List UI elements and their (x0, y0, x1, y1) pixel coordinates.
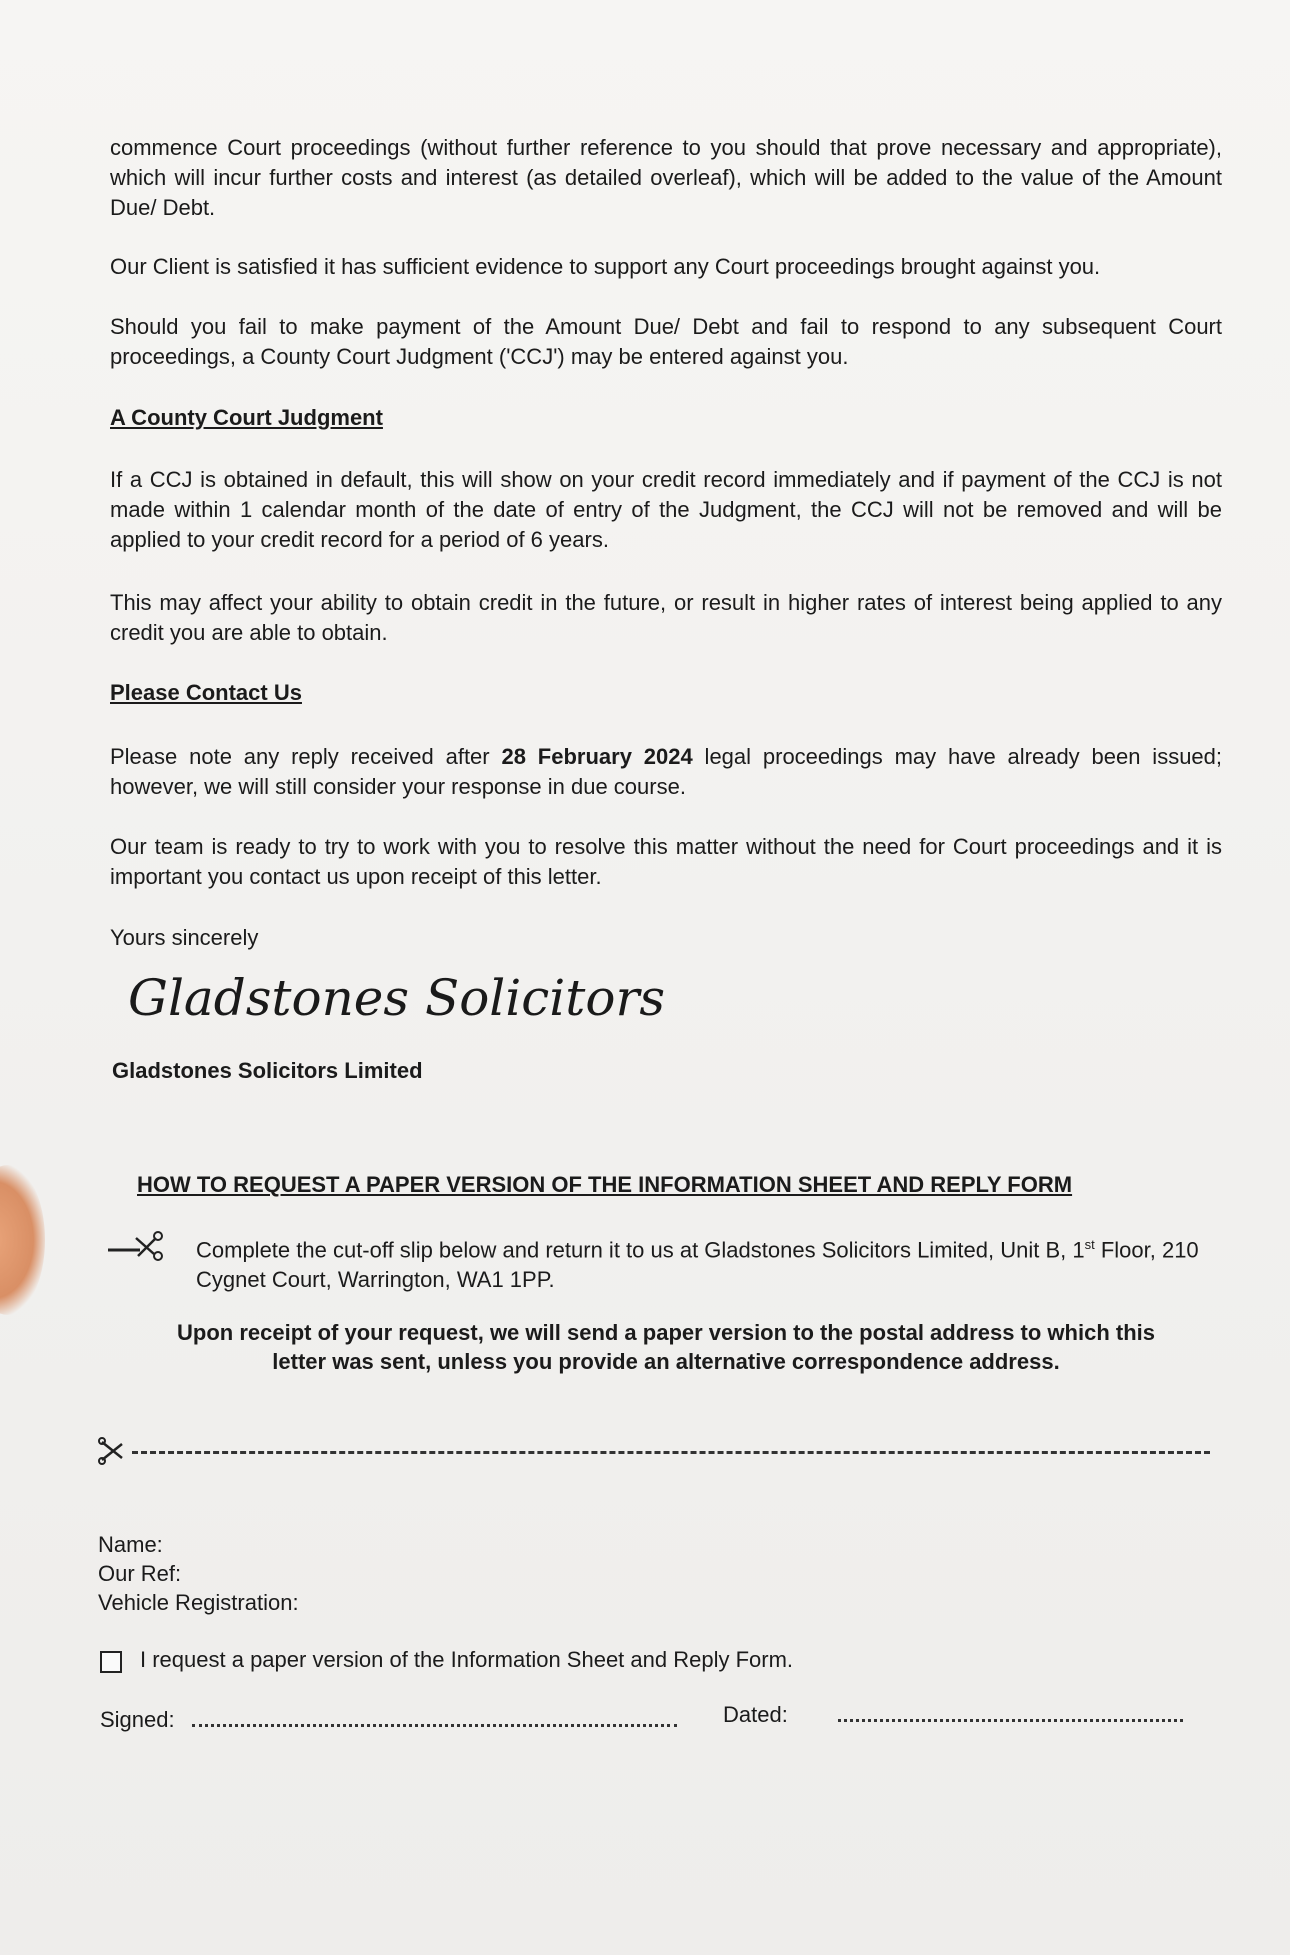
paragraph-ccj-warning: Should you fail to make payment of the Amount Due/ Debt and fail to respond to any subsequent Court proceedings, a County Court Judgment ('CCJ') may be entered against you. (110, 314, 1222, 369)
paper-version-notice (110, 1318, 1222, 1376)
notice-line-2: letter was sent, unless you provide an alternative correspondence address. (272, 1349, 1060, 1374)
instruction-text-before: Complete the cut-off slip below and return it to us at Gladstones Solicitors Limited, Unit B, 1 (196, 1237, 1085, 1263)
return-slip-instruction (196, 1230, 1226, 1295)
name-label: Name: (98, 1532, 163, 1557)
paragraph-ccj-default: If a CCJ is obtained in default, this will show on your credit record immediately and if payment of the CCJ is not made within 1 calendar month of the date of entry of the Judgment, the CCJ will not be removed and will be applied to your credit record for a period of 6 years. (110, 467, 1222, 552)
our-ref-label: Our Ref: (98, 1561, 182, 1586)
signed-label: Signed: (100, 1707, 175, 1732)
deadline-date: 28 February 2024 (501, 744, 693, 769)
company-name: Gladstones Solicitors Limited (112, 1058, 423, 1083)
deadline-text-after: legal proceedings may have already been issued; however, we will still consider your response in due course. (110, 744, 1223, 799)
signature-text: Gladstones Solicitors (128, 969, 666, 1027)
instruction-text-after: Floor, 210 Cygnet Court, Warrington, WA1 1PP. (196, 1237, 1199, 1293)
paper-version-checkbox[interactable] (100, 1651, 122, 1673)
heading-county-court-judgment: A County Court Judgment (110, 405, 383, 430)
paragraph-reply-deadline (110, 742, 1222, 802)
vehicle-registration-label: Vehicle Registration: (98, 1590, 299, 1615)
thumb-photo (0, 1165, 45, 1315)
paper-version-checkbox-label: I request a paper version of the Information Sheet and Reply Form. (140, 1647, 794, 1672)
instruction-superscript: st (1084, 1237, 1095, 1252)
dated-label: Dated: (723, 1702, 788, 1727)
paragraph-evidence: Our Client is satisfied it has sufficient evidence to support any Court proceedings brought against you. (110, 254, 1101, 279)
notice-line-1: Upon receipt of your request, we will send a paper version to the postal address to which this (177, 1320, 1155, 1345)
salutation: Yours sincerely (110, 925, 259, 950)
cut-line (98, 1436, 1210, 1466)
scissors-icon (108, 1230, 170, 1260)
paragraph-proceedings: commence Court proceedings (without further reference to you should that prove necessary and appropriate), which will incur further costs and interest (as detailed overleaf), which will be added to the value of the Amount Due/ Debt. (110, 135, 1222, 220)
paper-request-title: HOW TO REQUEST A PAPER VERSION OF THE INFORMATION SHEET AND REPLY FORM (137, 1172, 1073, 1197)
paragraph-credit-effect: This may affect your ability to obtain credit in the future, or result in higher rates of interest being applied to any credit you are able to obtain. (110, 590, 1222, 645)
paragraph-team-ready: Our team is ready to try to work with you to resolve this matter without the need for Court proceedings and it is important you contact us upon receipt of this letter. (110, 834, 1222, 889)
scissors-icon (98, 1436, 126, 1466)
signed-line (192, 1724, 677, 1727)
dated-line (838, 1719, 1183, 1722)
heading-please-contact-us: Please Contact Us (110, 680, 302, 705)
dashed-cut-line (132, 1451, 1210, 1454)
handwritten-signature (128, 945, 666, 1045)
deadline-text-before: Please note any reply received after (110, 744, 502, 769)
